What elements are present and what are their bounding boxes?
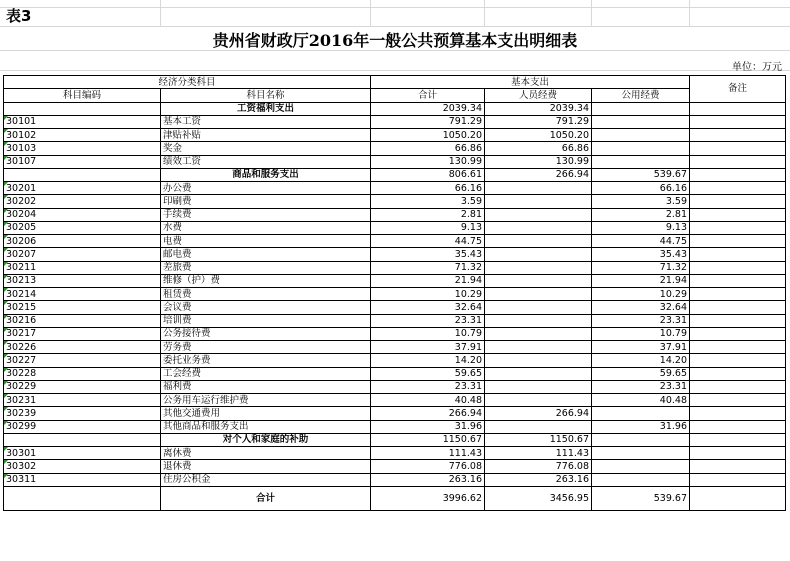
row-remark: [690, 394, 786, 407]
row-code-text: 30214: [6, 288, 37, 300]
row-public: 35.43: [592, 248, 690, 261]
header-code: 科目编码: [4, 89, 161, 102]
table-row: [4, 248, 786, 261]
row-public: 2.81: [592, 208, 690, 221]
row-code: [4, 460, 161, 473]
cell-marker-icon: [4, 248, 8, 252]
table-row: [4, 208, 786, 221]
cell-marker-icon: [4, 209, 8, 213]
row-code: [4, 314, 161, 327]
header-total: 合计: [371, 89, 485, 102]
row-public: 59.65: [592, 367, 690, 380]
row-code: [4, 367, 161, 380]
header-public: 公用经费: [592, 89, 690, 102]
row-code-text: 30206: [6, 235, 37, 247]
row-public: 31.96: [592, 420, 690, 433]
row-code-text: 30204: [6, 209, 37, 221]
row-personnel: 66.86: [485, 142, 592, 155]
row-remark: [690, 447, 786, 460]
row-personnel: [485, 380, 592, 393]
row-public: 44.75: [592, 235, 690, 248]
row-total: 776.08: [371, 460, 485, 473]
total-code-cell: [4, 486, 161, 510]
row-name: 商品和服务支出: [161, 168, 371, 181]
row-public: 32.64: [592, 301, 690, 314]
row-code: [4, 447, 161, 460]
row-personnel: 130.99: [485, 155, 592, 168]
row-personnel: [485, 221, 592, 234]
row-name: 其他交通费用: [161, 407, 371, 420]
row-name: 福利费: [161, 380, 371, 393]
row-remark: [690, 102, 786, 115]
table-row: [4, 129, 786, 142]
row-total: 32.64: [371, 301, 485, 314]
row-remark: [690, 473, 786, 486]
row-public: 37.91: [592, 341, 690, 354]
cell-marker-icon: [4, 142, 8, 146]
row-name: 手续费: [161, 208, 371, 221]
row-personnel: 266.94: [485, 168, 592, 181]
row-name: 离休费: [161, 447, 371, 460]
table-body: [4, 102, 786, 486]
row-total: 3.59: [371, 195, 485, 208]
row-personnel: [485, 301, 592, 314]
row-remark: [690, 380, 786, 393]
row-name: 维修（护）费: [161, 274, 371, 287]
row-total: 23.31: [371, 314, 485, 327]
row-name: 基本工资: [161, 115, 371, 128]
row-total: 40.48: [371, 394, 485, 407]
row-personnel: 263.16: [485, 473, 592, 486]
row-name: 办公费: [161, 182, 371, 195]
budget-table: [3, 75, 786, 511]
row-total: 23.31: [371, 380, 485, 393]
row-remark: [690, 420, 786, 433]
row-code: [4, 115, 161, 128]
table-row: [4, 195, 786, 208]
row-code-text: 30227: [6, 354, 37, 366]
row-code-text: 30103: [6, 142, 37, 154]
row-public: [592, 102, 690, 115]
table-row: [4, 420, 786, 433]
row-code-text: 30302: [6, 460, 37, 472]
row-total: 37.91: [371, 341, 485, 354]
row-remark: [690, 460, 786, 473]
row-total: 44.75: [371, 235, 485, 248]
row-code-text: 30229: [6, 381, 37, 393]
row-name: 差旅费: [161, 261, 371, 274]
row-remark: [690, 195, 786, 208]
row-name: 公务接待费: [161, 327, 371, 340]
row-code: [4, 102, 161, 115]
row-code: [4, 261, 161, 274]
row-remark: [690, 433, 786, 446]
row-code: [4, 380, 161, 393]
row-name: 租赁费: [161, 288, 371, 301]
row-remark: [690, 182, 786, 195]
table-row: [4, 367, 786, 380]
table-row: [4, 460, 786, 473]
row-personnel: [485, 248, 592, 261]
row-code: [4, 407, 161, 420]
total-label: 合计: [161, 486, 371, 510]
row-personnel: 266.94: [485, 407, 592, 420]
row-code: [4, 168, 161, 181]
row-code-text: 30231: [6, 394, 37, 406]
row-personnel: [485, 261, 592, 274]
row-public: [592, 473, 690, 486]
cell-marker-icon: [4, 341, 8, 345]
table-row: [4, 155, 786, 168]
row-name: 工会经费: [161, 367, 371, 380]
header-row-2: [4, 89, 786, 102]
row-name: 工资福利支出: [161, 102, 371, 115]
row-public: 539.67: [592, 168, 690, 181]
row-personnel: [485, 288, 592, 301]
row-code-text: 30215: [6, 301, 37, 313]
row-public: 23.31: [592, 314, 690, 327]
row-code-text: 30228: [6, 368, 37, 380]
row-code: [4, 195, 161, 208]
row-public: [592, 142, 690, 155]
table-row: [4, 341, 786, 354]
cell-marker-icon: [4, 368, 8, 372]
total-public: 539.67: [592, 486, 690, 510]
row-total: 59.65: [371, 367, 485, 380]
row-code-text: 30213: [6, 275, 37, 287]
row-code: [4, 327, 161, 340]
row-code-text: 30239: [6, 407, 37, 419]
row-code: [4, 129, 161, 142]
cell-marker-icon: [4, 407, 8, 411]
cell-marker-icon: [4, 381, 8, 385]
row-personnel: [485, 274, 592, 287]
row-code-text: 30211: [6, 262, 37, 274]
row-remark: [690, 155, 786, 168]
row-total: 2.81: [371, 208, 485, 221]
row-public: [592, 433, 690, 446]
row-code-text: 30311: [6, 474, 37, 486]
row-name: 委托业务费: [161, 354, 371, 367]
row-public: [592, 460, 690, 473]
row-name: 会议费: [161, 301, 371, 314]
row-code: [4, 221, 161, 234]
row-total: 266.94: [371, 407, 485, 420]
row-public: [592, 407, 690, 420]
row-code-text: 30217: [6, 328, 37, 340]
table-row: [4, 380, 786, 393]
row-public: [592, 447, 690, 460]
row-remark: [690, 168, 786, 181]
table-row: [4, 407, 786, 420]
row-public: [592, 129, 690, 142]
table-row: [4, 327, 786, 340]
table-row: [4, 115, 786, 128]
table-row: [4, 394, 786, 407]
row-name: 水费: [161, 221, 371, 234]
row-personnel: [485, 327, 592, 340]
cell-marker-icon: [4, 394, 8, 398]
row-total: 791.29: [371, 115, 485, 128]
row-public: 10.79: [592, 327, 690, 340]
row-total: 66.16: [371, 182, 485, 195]
row-total: 111.43: [371, 447, 485, 460]
row-remark: [690, 367, 786, 380]
total-sum: 3996.62: [371, 486, 485, 510]
row-code-text: 30101: [6, 116, 37, 128]
cell-marker-icon: [4, 315, 8, 319]
row-code: [4, 473, 161, 486]
header-basic-expense: 基本支出: [371, 76, 690, 89]
table-row: [4, 314, 786, 327]
table-row: [4, 142, 786, 155]
row-code: [4, 248, 161, 261]
row-personnel: [485, 394, 592, 407]
header-row-1: [4, 76, 786, 89]
row-public: 9.13: [592, 221, 690, 234]
row-code-text: 30299: [6, 421, 37, 433]
row-name: 培训费: [161, 314, 371, 327]
row-code-text: 30202: [6, 195, 37, 207]
row-name: 奖金: [161, 142, 371, 155]
row-remark: [690, 142, 786, 155]
table-row: [4, 433, 786, 446]
table-row: [4, 354, 786, 367]
total-remark: [690, 486, 786, 510]
row-remark: [690, 314, 786, 327]
row-public: 10.29: [592, 288, 690, 301]
row-public: 66.16: [592, 182, 690, 195]
unit-label: 单位：万元: [732, 62, 782, 73]
cell-marker-icon: [4, 288, 8, 292]
table-row: [4, 102, 786, 115]
row-total: 66.86: [371, 142, 485, 155]
row-personnel: [485, 341, 592, 354]
table-row: [4, 182, 786, 195]
row-public: 14.20: [592, 354, 690, 367]
header-personnel: 人员经费: [485, 89, 592, 102]
total-personnel: 3456.95: [485, 486, 592, 510]
row-public: [592, 115, 690, 128]
row-code-text: 30207: [6, 248, 37, 260]
row-code-text: 30102: [6, 129, 37, 141]
row-total: 9.13: [371, 221, 485, 234]
row-code: [4, 301, 161, 314]
row-name: 印刷费: [161, 195, 371, 208]
row-code: [4, 155, 161, 168]
table-row: [4, 301, 786, 314]
row-total: 14.20: [371, 354, 485, 367]
row-public: 21.94: [592, 274, 690, 287]
row-personnel: [485, 182, 592, 195]
cell-marker-icon: [4, 328, 8, 332]
cell-marker-icon: [4, 116, 8, 120]
table-row: [4, 274, 786, 287]
row-code: [4, 274, 161, 287]
page-title: 贵州省财政厅2016年一般公共预算基本支出明细表: [212, 31, 578, 50]
header-name: 科目名称: [161, 89, 371, 102]
row-code: [4, 208, 161, 221]
row-total: 35.43: [371, 248, 485, 261]
table-row: [4, 288, 786, 301]
row-name: 津贴补贴: [161, 129, 371, 142]
cell-marker-icon: [4, 222, 8, 226]
cell-marker-icon: [4, 262, 8, 266]
row-total: 71.32: [371, 261, 485, 274]
table-row: [4, 473, 786, 486]
row-code-text: 30226: [6, 341, 37, 353]
row-public: 3.59: [592, 195, 690, 208]
row-remark: [690, 301, 786, 314]
row-code: [4, 288, 161, 301]
row-personnel: [485, 314, 592, 327]
row-name: 其他商品和服务支出: [161, 420, 371, 433]
table-row: [4, 221, 786, 234]
cell-marker-icon: [4, 474, 8, 478]
row-personnel: [485, 420, 592, 433]
row-code: [4, 394, 161, 407]
row-personnel: [485, 195, 592, 208]
row-name: 退休费: [161, 460, 371, 473]
row-code: [4, 420, 161, 433]
row-public: 71.32: [592, 261, 690, 274]
table-row: [4, 261, 786, 274]
total-row: [4, 486, 786, 510]
table-row: [4, 168, 786, 181]
cell-marker-icon: [4, 301, 8, 305]
row-total: 10.29: [371, 288, 485, 301]
row-personnel: 776.08: [485, 460, 592, 473]
row-total: 21.94: [371, 274, 485, 287]
row-personnel: [485, 367, 592, 380]
row-name: 公务用车运行维护费: [161, 394, 371, 407]
cell-marker-icon: [4, 447, 8, 451]
row-total: 2039.34: [371, 102, 485, 115]
sheet-label: 表3: [6, 7, 32, 25]
row-name: 邮电费: [161, 248, 371, 261]
row-code: [4, 341, 161, 354]
row-total: 1050.20: [371, 129, 485, 142]
row-total: 31.96: [371, 420, 485, 433]
row-total: 806.61: [371, 168, 485, 181]
row-public: 40.48: [592, 394, 690, 407]
cell-marker-icon: [4, 421, 8, 425]
row-total: 263.16: [371, 473, 485, 486]
row-public: 23.31: [592, 380, 690, 393]
row-remark: [690, 129, 786, 142]
row-name: 劳务费: [161, 341, 371, 354]
row-code-text: 30201: [6, 182, 37, 194]
row-personnel: 1050.20: [485, 129, 592, 142]
row-code-text: 30301: [6, 447, 37, 459]
row-code: [4, 235, 161, 248]
row-name: 住房公积金: [161, 473, 371, 486]
table-row: [4, 447, 786, 460]
row-remark: [690, 261, 786, 274]
row-personnel: [485, 235, 592, 248]
row-total: 1150.67: [371, 433, 485, 446]
row-code-text: 30216: [6, 315, 37, 327]
row-personnel: [485, 354, 592, 367]
row-remark: [690, 221, 786, 234]
table-row: [4, 235, 786, 248]
cell-marker-icon: [4, 182, 8, 186]
cell-marker-icon: [4, 460, 8, 464]
row-remark: [690, 341, 786, 354]
row-public: [592, 155, 690, 168]
row-remark: [690, 115, 786, 128]
row-code: [4, 433, 161, 446]
row-personnel: 111.43: [485, 447, 592, 460]
row-name: 对个人和家庭的补助: [161, 433, 371, 446]
row-name: 电费: [161, 235, 371, 248]
row-remark: [690, 274, 786, 287]
row-code: [4, 182, 161, 195]
cell-marker-icon: [4, 275, 8, 279]
cell-marker-icon: [4, 156, 8, 160]
cell-marker-icon: [4, 235, 8, 239]
row-name: 绩效工资: [161, 155, 371, 168]
row-remark: [690, 248, 786, 261]
header-econ-class: 经济分类科目: [4, 76, 371, 89]
row-code: [4, 142, 161, 155]
row-total: 10.79: [371, 327, 485, 340]
row-personnel: [485, 208, 592, 221]
cell-marker-icon: [4, 129, 8, 133]
row-personnel: 2039.34: [485, 102, 592, 115]
row-total: 130.99: [371, 155, 485, 168]
cell-marker-icon: [4, 354, 8, 358]
row-personnel: 1150.67: [485, 433, 592, 446]
row-code-text: 30205: [6, 222, 37, 234]
row-code-text: 30107: [6, 156, 37, 168]
row-remark: [690, 327, 786, 340]
row-remark: [690, 235, 786, 248]
header-remark: 备注: [690, 76, 786, 103]
row-code: [4, 354, 161, 367]
row-remark: [690, 354, 786, 367]
row-personnel: 791.29: [485, 115, 592, 128]
row-remark: [690, 407, 786, 420]
cell-marker-icon: [4, 195, 8, 199]
row-remark: [690, 208, 786, 221]
row-remark: [690, 288, 786, 301]
